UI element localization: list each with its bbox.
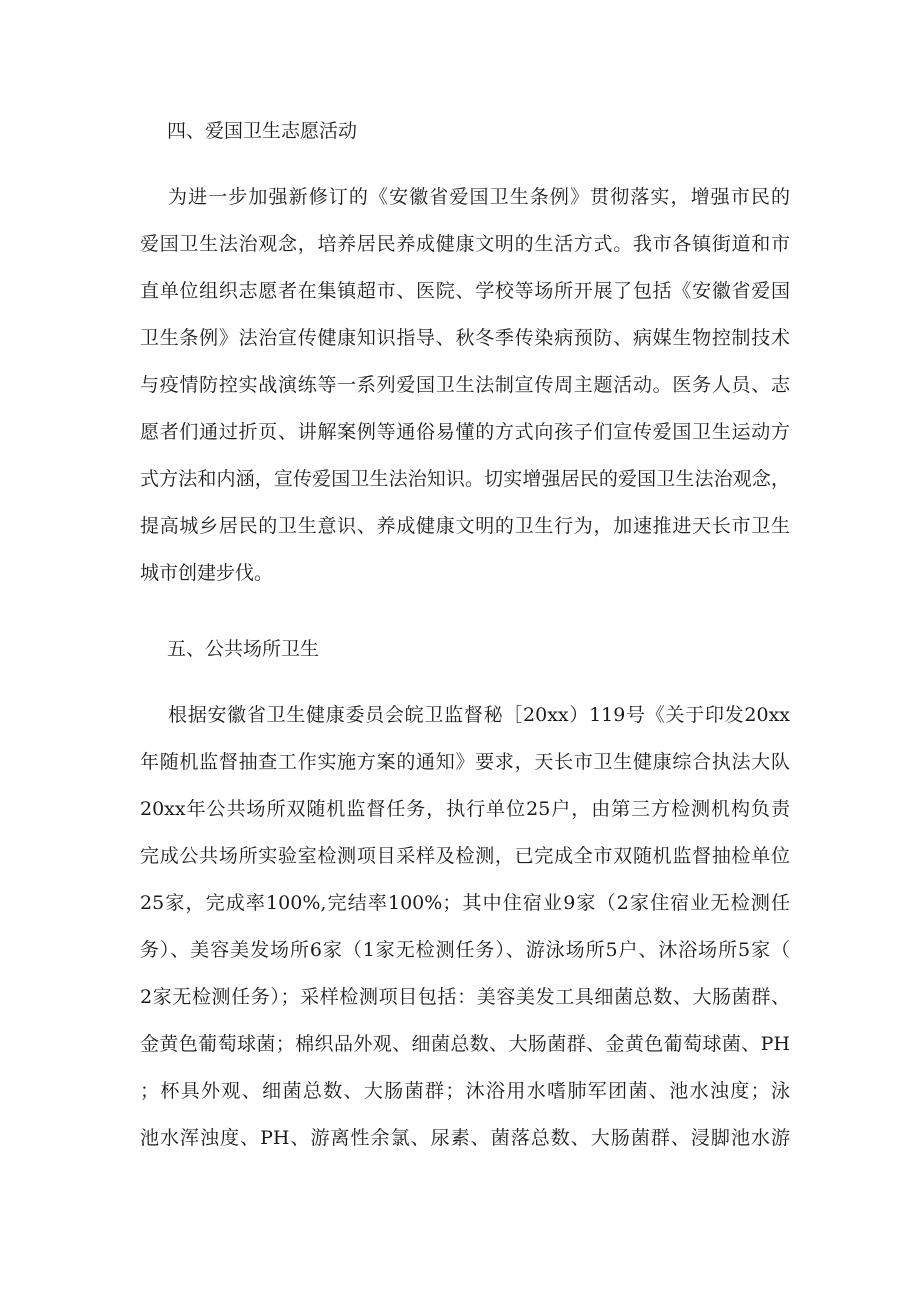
- paragraph-line: 20xx年公共场所双随机监督任务，执行单位25户，由第三方检测机构负责: [140, 798, 790, 820]
- paragraph-line: 提高城乡居民的卫生意识、养成健康文明的卫生行为，加速推进天长市卫生: [140, 515, 790, 537]
- paragraph-line: 年随机监督抽查工作实施方案的通知》要求，天长市卫生健康综合执法大队: [140, 751, 790, 773]
- paragraph-line: 完成公共场所实验室检测项目采样及检测，已完成全市双随机监督抽检单位: [140, 845, 790, 867]
- paragraph-line: 为进一步加强新修订的《安徽省爱国卫生条例》贯彻落实，增强市民的: [168, 186, 790, 208]
- paragraph-line: 直单位组织志愿者在集镇超市、医院、学校等场所开展了包括《安徽省爱国: [140, 280, 790, 302]
- paragraph-line: 与疫情防控实战演练等一系列爱国卫生法制宣传周主题活动。医务人员、志: [140, 374, 790, 396]
- paragraph-line: 务）、美容美发场所6家（1家无检测任务）、游泳场所5户、沐浴场所5家（: [140, 939, 790, 961]
- section-heading-4: 四、爱国卫生志愿活动: [167, 120, 358, 142]
- paragraph-line: 金黄色葡萄球菌；棉织品外观、细菌总数、大肠菌群、金黄色葡萄球菌、PH: [140, 1033, 790, 1055]
- paragraph-line: 爱国卫生法治观念，培养居民养成健康文明的生活方式。我市各镇街道和市: [140, 233, 790, 255]
- paragraph-line: 池水浑浊度、PH、游离性余氯、尿素、菌落总数、大肠菌群、浸脚池水游: [140, 1127, 790, 1149]
- section-heading-5: 五、公共场所卫生: [167, 638, 320, 660]
- paragraph-line: 根据安徽省卫生健康委员会皖卫监督秘［20xx）119号《关于印发20xx: [168, 704, 790, 726]
- paragraph-line: ；杯具外观、细菌总数、大肠菌群；沐浴用水嗜肺军团菌、池水浊度；泳: [140, 1080, 790, 1102]
- paragraph-line: 2家无检测任务）；采样检测项目包括：美容美发工具细菌总数、大肠菌群、: [140, 986, 790, 1008]
- paragraph-line: 愿者们通过折页、讲解案例等通俗易懂的方式向孩子们宣传爱国卫生运动方: [140, 421, 790, 443]
- paragraph-line: 城市创建步伐。: [140, 562, 274, 584]
- paragraph-line: 式方法和内涵，宣传爱国卫生法治知识。切实增强居民的爱国卫生法治观念，: [140, 468, 790, 490]
- paragraph-line: 25家，完成率100%,完结率100%；其中住宿业9家（2家住宿业无检测任: [140, 892, 790, 914]
- paragraph-line: 卫生条例》法治宣传健康知识指导、秋冬季传染病预防、病媒生物控制技术: [140, 327, 790, 349]
